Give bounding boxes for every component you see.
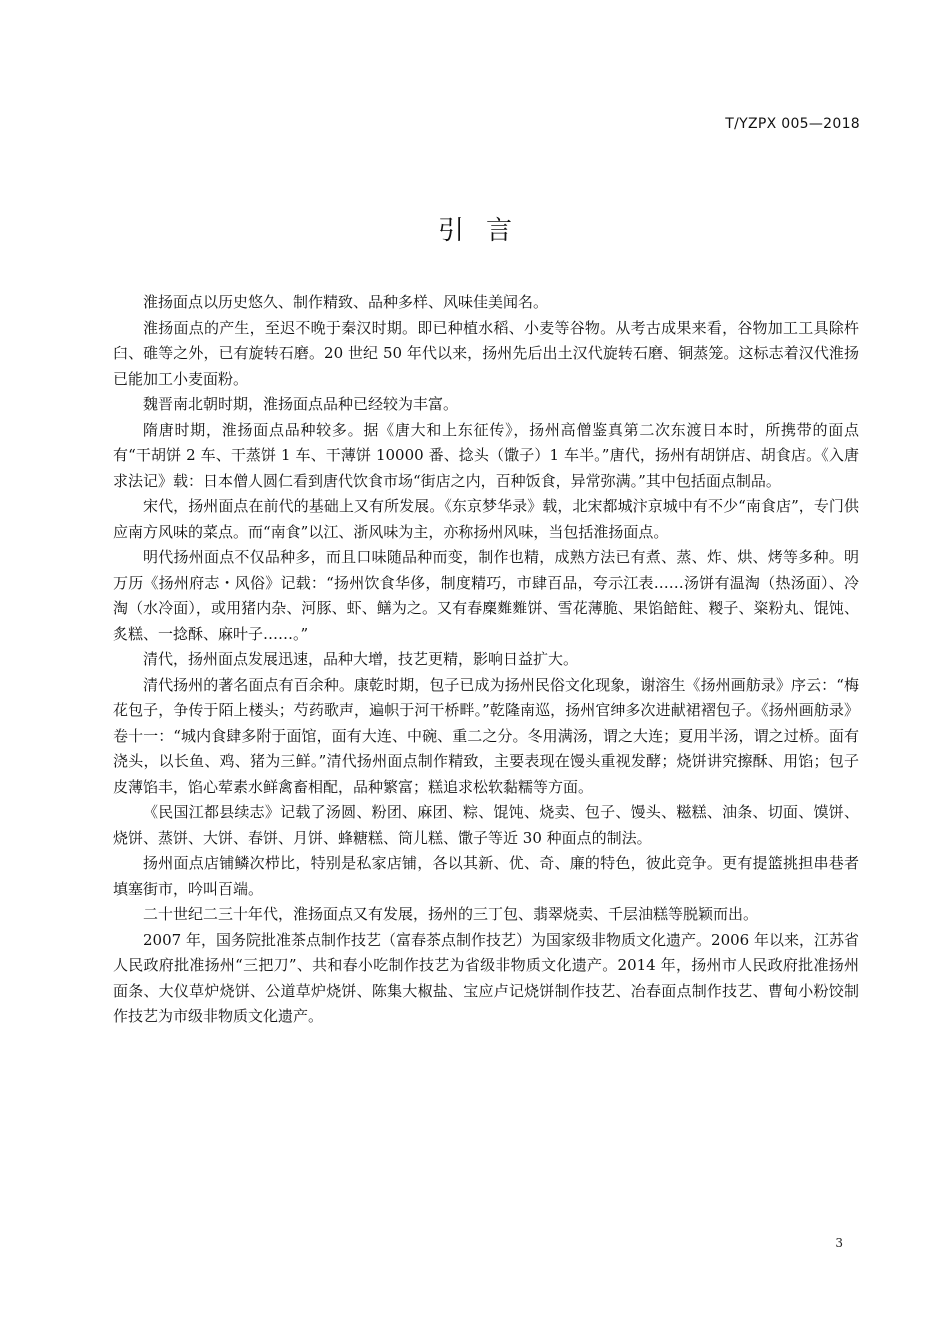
paragraph: 淮扬面点以历史悠久、制作精致、品种多样、风味佳美闻名。 [143, 293, 549, 311]
paragraph: 二十世纪二三十年代，淮扬面点又有发展，扬州的三丁包、翡翠烧卖、千层油糕等脱颖而出。 [143, 905, 759, 923]
body-text [113, 290, 859, 1030]
page-title: 引言 [437, 216, 534, 246]
document-code: T/YZPX 005—2018 [725, 116, 860, 132]
page-number: 3 [835, 1236, 843, 1250]
paragraph: 2007 年，国务院批准茶点制作技艺（富春茶点制作技艺）为国家级非物质文化遗产。2006 年以来，江苏省人民政府批准扬州“三把刀”、共和春小吃制作技艺为省级非物质文化遗产。2014 年，扬州市人民政府批准扬州面条、大仪草炉烧饼、公道草炉烧饼、陈集大椒盐、宝应卢记烧饼制作技艺、冶春面点制作技艺、曹甸小粉饺制作技艺为市级非物质文化遗产。 [113, 930, 859, 1025]
paragraph: 清代，扬州面点发展迅速，品种大增，技艺更精，影响日益扩大。 [143, 650, 579, 668]
paragraph: 明代扬州面点不仅品种多，而且口味随品种而变，制作也精，成熟方法已有煮、蒸、炸、烘、烤等多种。明万历《扬州府志・风俗》记载：“扬州饮食华侈，制度精巧，市肆百品，夸示江表……汤饼有温淘（热汤面）、冷淘（水冷面），或用猪内杂、河豚、虾、鳝为之。又有春䴢𪍇𪍇饼、雪花薄脆、果馅餢飳、糉子、粢粉丸、馄饨、炙糕、一捻酥、麻叶子……。” [113, 548, 859, 643]
paragraph: 淮扬面点的产生，至迟不晚于秦汉时期。即已种植水稻、小麦等谷物。从考古成果来看，谷物加工工具除杵臼、碓等之外，已有旋转石磨。20 世纪 50 年代以来，扬州先后出土汉代旋转石磨、铜蒸笼。这标志着汉代淮扬已能加工小麦面粉。 [113, 318, 859, 388]
paragraph: 魏晋南北朝时期，淮扬面点品种已经较为丰富。 [143, 395, 459, 413]
paragraph: 清代扬州的著名面点有百余种。康乾时期，包子已成为扬州民俗文化现象，谢溶生《扬州画舫录》序云：“梅花包子，争传于陌上楼头；芍药歌声，遍帜于河干桥畔。”乾隆南巡，扬州官绅多次进献裙褶包子。《扬州画舫录》卷十一：“城内食肆多附于面馆，面有大连、中碗、重二之分。冬用满汤，谓之大连；夏用半汤，谓之过桥。面有浇头，以长鱼、鸡、猪为三鲜。”清代扬州面点制作精致，主要表现在馒头重视发酵；烧饼讲究擦酥、用馅；包子皮薄馅丰，馅心荤素水鲜禽畜相配，品种繁富；糕追求松软黏糯等方面。 [113, 675, 859, 796]
paragraph: 隋唐时期，淮扬面点品种较多。据《唐大和上东征传》，扬州高僧鉴真第二次东渡日本时，所携带的面点有“干胡饼 2 车、干蒸饼 1 车、干薄饼 10000 番、捻头（馓子）1 车半。”唐代，扬州有胡饼店、胡食店。《入唐求法记》载：日本僧人圆仁看到唐代饮食市场“街店之内，百种饭食，异常弥满。”其中包括面点制品。 [113, 420, 859, 490]
paragraph: 《民国江都县续志》记载了汤圆、粉团、麻团、粽、馄饨、烧卖、包子、馒头、糍糕、油条、切面、馍饼、烧饼、蒸饼、大饼、春饼、月饼、蜂糖糕、筒儿糕、馓子等近 30 种面点的制法。 [113, 803, 859, 847]
paragraph: 宋代，扬州面点在前代的基础上又有所发展。《东京梦华录》载，北宋都城汴京城中有不少“南食店”，专门供应南方风味的菜点。而“南食”以江、浙风味为主，亦称扬州风味，当包括淮扬面点。 [113, 497, 859, 541]
paragraph: 扬州面点店铺鳞次栉比，特别是私家店铺，各以其新、优、奇、廉的特色，彼此竞争。更有提篮挑担串巷者填塞街市，吟叫百端。 [113, 854, 859, 898]
